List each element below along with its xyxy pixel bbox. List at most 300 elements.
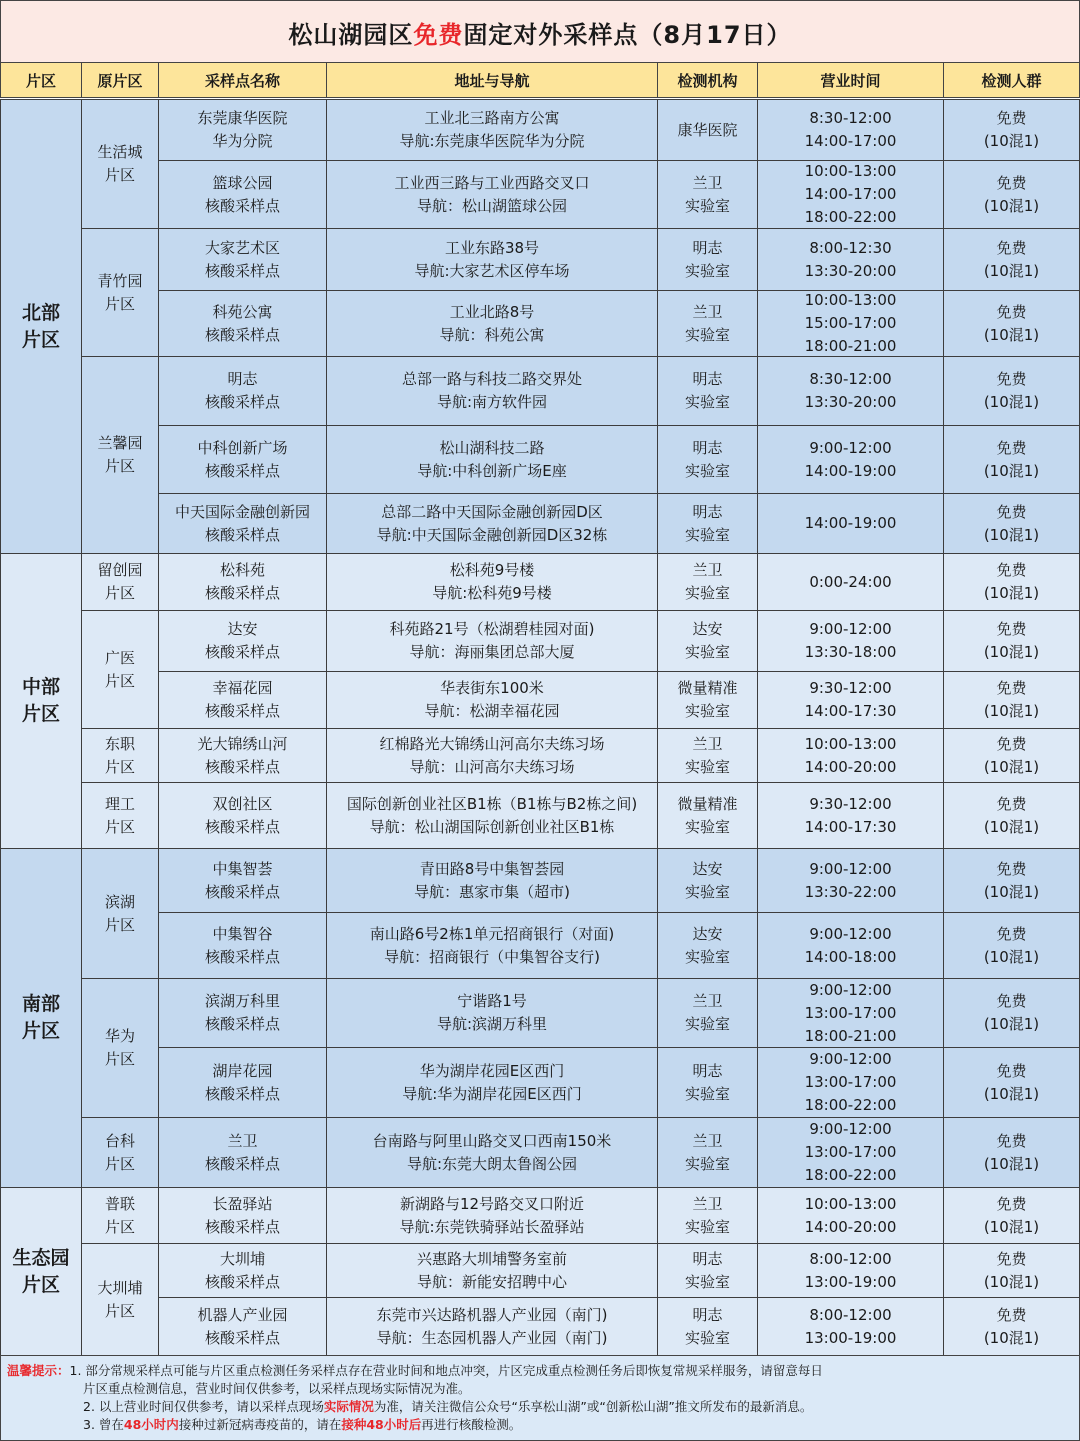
site-name-cell-line: 核酸采样点 (204, 947, 280, 966)
site-name-cell-line: 大圳埔 (219, 1249, 265, 1268)
hours-cell-line: 18:00-21:00 (804, 1026, 897, 1045)
address-cell-line: 导航:中天国际金融创新园D区32栋 (376, 525, 608, 544)
sub-region-cell-line: 广医 (104, 648, 135, 667)
crowd-cell (943, 160, 1080, 229)
crowd-cell (943, 1117, 1080, 1188)
hours-cell-line: 14:00-17:00 (804, 185, 897, 203)
notice-line-3-highlight-1: 48小时内 (123, 1417, 179, 1432)
site-name-cell (158, 610, 327, 672)
address-cell-line: 东莞市兴达路机器人产业园（南门) (376, 1305, 608, 1324)
org-cell-line: 实验室 (684, 261, 730, 280)
site-name-cell-line: 机器人产业园 (197, 1305, 288, 1324)
hours-cell (757, 671, 944, 729)
org-cell-line: 微量精准 (677, 794, 738, 813)
crowd-cell-line: (10混1) (983, 1015, 1040, 1033)
hours-cell-line: 8:30-12:00 (809, 109, 892, 127)
crowd-cell (943, 553, 1080, 611)
hours-cell (757, 1243, 944, 1298)
crowd-cell-line: (10混1) (983, 947, 1040, 966)
sub-region-cell-line: 大圳埔 (97, 1278, 143, 1297)
notice-line-3b: 接种过新冠病毒疫苗的，请在 (178, 1417, 342, 1432)
org-cell-line: 达安 (692, 859, 723, 878)
notice-line-2b: 为准，请关注微信公众号“乐享松山湖”或“创新松山湖”推文所发布的最新消息。 (373, 1399, 813, 1414)
site-name-cell-line: 科苑公寓 (212, 302, 273, 321)
site-name-cell-line: 核酸采样点 (204, 1272, 280, 1291)
crowd-cell-line: (10混1) (983, 757, 1040, 776)
hours-cell-line: 13:30-20:00 (804, 261, 897, 280)
sub-region-cell (81, 99, 159, 229)
site-name-cell-line: 中科创新广场 (197, 438, 288, 457)
site-name-cell (158, 1187, 327, 1244)
address-cell-line: 导航：招商银行（中集智谷支行) (384, 947, 600, 966)
crowd-cell-line: (10混1) (983, 1328, 1040, 1347)
site-name-cell-line: 长盈驿站 (212, 1194, 273, 1213)
org-cell-line: 实验室 (684, 1328, 730, 1347)
org-cell-line: 微量精准 (677, 679, 738, 697)
sub-region-cell-line: 华为 (104, 1027, 135, 1045)
org-cell-line: 兰卫 (692, 1131, 723, 1150)
hours-cell-line: 9:30-12:00 (809, 679, 892, 697)
sub-region-cell-line: 片区 (104, 757, 135, 776)
crowd-cell-line: 免费 (996, 734, 1027, 753)
site-name-cell (158, 728, 327, 783)
crowd-cell-line: (10混1) (983, 525, 1040, 544)
address-cell-line: 华为湖岸花园E区西门 (419, 1061, 565, 1080)
org-cell (657, 493, 758, 554)
sub-region-cell (81, 610, 159, 729)
org-cell (657, 1187, 758, 1244)
site-name-cell-line: 松科苑 (219, 561, 265, 579)
sub-region-cell-line: 片区 (104, 1050, 135, 1068)
sub-region-cell-line: 片区 (104, 166, 135, 184)
site-name-cell (158, 160, 327, 229)
region-cell-line: 南部 (21, 993, 60, 1015)
header-crowd: 检测人群 (943, 62, 1080, 98)
crowd-cell (943, 912, 1080, 979)
sub-region-cell-line: 滨湖 (104, 892, 135, 911)
crowd-cell-line: (10混1) (983, 1154, 1040, 1173)
hours-cell-line: 14:00-18:00 (804, 947, 897, 966)
site-name-cell-line: 双创社区 (212, 794, 273, 813)
address-cell-line: 工业北路8号 (449, 302, 535, 321)
site-name-cell-line: 核酸采样点 (204, 1154, 280, 1173)
hours-cell (757, 782, 944, 849)
sub-region-cell-line: 台科 (104, 1131, 135, 1150)
hours-cell-line: 10:00-13:00 (804, 291, 897, 309)
org-cell-line: 实验室 (684, 1015, 730, 1033)
address-cell-line: 松山湖科技二路 (439, 438, 545, 457)
org-cell (657, 1297, 758, 1356)
hours-cell-line: 14:00-19:00 (804, 461, 897, 480)
org-cell-line: 明志 (692, 1249, 723, 1268)
hours-cell-line: 18:00-21:00 (804, 337, 897, 355)
hours-cell-line: 8:00-12:30 (809, 238, 892, 257)
hours-cell (757, 160, 944, 229)
org-cell-line: 康华医院 (677, 120, 738, 139)
org-cell-line: 达安 (692, 924, 723, 943)
site-name-cell-line: 大家艺术区 (204, 238, 280, 257)
crowd-cell-line: (10混1) (983, 461, 1040, 480)
address-cell-line: 导航：山河高尔夫练习场 (409, 757, 575, 776)
org-cell-line: 达安 (692, 620, 723, 638)
address-cell-line: 工业东路38号 (444, 238, 540, 257)
site-name-cell-line: 核酸采样点 (204, 461, 280, 480)
crowd-cell-line: (10混1) (983, 643, 1040, 661)
address-cell-line: 青田路8号中集智荟园 (419, 859, 565, 878)
address-cell-line: 国际创新创业社区B1栋（B1栋与B2栋之间) (346, 794, 638, 813)
hours-cell-line: 9:00-12:00 (809, 980, 892, 999)
crowd-cell (943, 1297, 1080, 1356)
address-cell-line: 导航：惠家市集（超市) (414, 882, 570, 901)
notice-line-3c: 再进行核酸检测。 (421, 1417, 522, 1432)
org-cell-line: 兰卫 (692, 992, 723, 1010)
sub-region-cell-line: 兰馨园 (97, 434, 143, 452)
address-cell-line: 导航:东莞铁骑驿站长盈驿站 (399, 1217, 585, 1236)
crowd-cell-line: (10混1) (983, 325, 1040, 344)
site-name-cell-line: 东莞康华医院 (197, 109, 288, 127)
hours-cell-line: 14:00-17:30 (804, 817, 897, 836)
address-cell-line: 新湖路与12号路交叉口附近 (399, 1194, 585, 1213)
notice-label: 温馨提示： (7, 1363, 70, 1378)
org-cell-line: 兰卫 (692, 1194, 723, 1213)
address-cell-line: 台南路与阿里山路交叉口西南150米 (372, 1131, 612, 1150)
address-cell-line: 导航：科苑公寓 (439, 325, 545, 344)
address-cell (326, 671, 658, 729)
crowd-cell-line: 免费 (996, 924, 1027, 943)
org-cell-line: 实验室 (684, 325, 730, 344)
crowd-cell (943, 290, 1080, 357)
address-cell-line: 总部二路中天国际金融创新园D区 (381, 502, 603, 521)
address-cell-line: 南山路6号2栋1单元招商银行（对面) (369, 924, 615, 943)
sub-region-cell (81, 1117, 159, 1188)
crowd-cell-line: 免费 (996, 1249, 1027, 1268)
address-cell (326, 493, 658, 554)
address-cell-line: 宁谐路1号 (457, 992, 527, 1010)
site-name-cell (158, 1297, 327, 1356)
hours-cell (757, 1187, 944, 1244)
hours-cell-line: 18:00-22:00 (804, 1096, 897, 1114)
crowd-cell-line: 免费 (996, 561, 1027, 579)
site-name-cell (158, 493, 327, 554)
address-cell (326, 848, 658, 913)
address-cell-line: 兴惠路大圳埔警务室前 (416, 1249, 567, 1268)
address-cell-line: 导航:东莞大朗太鲁阁公园 (406, 1154, 578, 1173)
site-name-cell-line: 核酸采样点 (204, 525, 280, 544)
hours-cell-line: 14:00-19:00 (804, 514, 897, 532)
crowd-cell-line: 免费 (996, 679, 1027, 697)
address-cell-line: 导航：新能安招聘中心 (416, 1272, 567, 1291)
crowd-cell-line: (10混1) (983, 1084, 1040, 1103)
org-cell-line: 实验室 (684, 947, 730, 966)
org-cell-line: 明志 (692, 370, 723, 388)
sub-region-cell (81, 978, 159, 1118)
hours-cell (757, 356, 944, 426)
crowd-cell-line: 免费 (996, 302, 1027, 321)
org-cell-line: 明志 (692, 238, 723, 257)
notice-line-3a: 3. 曾在 (83, 1417, 124, 1432)
hours-cell-line: 10:00-13:00 (804, 1194, 897, 1213)
site-name-cell-line: 篮球公园 (212, 173, 273, 192)
notice-line-3-highlight-2: 接种48小时后 (341, 1417, 422, 1432)
hours-cell-line: 14:00-17:00 (804, 132, 897, 150)
hours-cell-line: 9:00-12:00 (809, 859, 892, 878)
sub-region-cell (81, 782, 159, 849)
crowd-cell-line: (10混1) (983, 817, 1040, 836)
crowd-cell-line: 免费 (996, 794, 1027, 813)
org-cell-line: 明志 (692, 438, 723, 457)
site-name-cell (158, 848, 327, 913)
crowd-cell (943, 356, 1080, 426)
region-cell-line: 生态园 (12, 1246, 70, 1269)
address-cell-line: 导航：松湖幸福花园 (424, 702, 560, 720)
org-cell (657, 356, 758, 426)
site-name-cell (158, 99, 327, 161)
hours-cell-line: 18:00-22:00 (804, 1166, 897, 1184)
crowd-cell-line: 免费 (996, 238, 1027, 257)
crowd-cell-line: (10混1) (983, 196, 1040, 215)
sub-region-cell-line: 片区 (104, 1217, 135, 1236)
crowd-cell-line: 免费 (996, 438, 1027, 457)
hours-cell-line: 13:00-19:00 (804, 1328, 897, 1347)
site-name-cell-line: 核酸采样点 (204, 1328, 280, 1347)
crowd-cell (943, 99, 1080, 161)
org-cell-line: 明志 (692, 502, 723, 521)
address-cell-line: 总部一路与科技二路交界处 (401, 370, 582, 388)
crowd-cell-line: 免费 (996, 1131, 1027, 1150)
hours-cell-line: 10:00-13:00 (804, 734, 897, 753)
site-name-cell-line: 核酸采样点 (204, 584, 280, 602)
site-name-cell (158, 1117, 327, 1188)
crowd-cell (943, 671, 1080, 729)
address-cell (326, 782, 658, 849)
address-cell (326, 1047, 658, 1118)
region-cell-line: 片区 (21, 703, 60, 725)
org-cell (657, 99, 758, 161)
org-cell (657, 553, 758, 611)
hours-cell-line: 8:00-12:00 (809, 1305, 892, 1324)
crowd-cell (943, 728, 1080, 783)
site-name-cell-line: 核酸采样点 (204, 643, 280, 661)
site-name-cell-line: 中集智谷 (212, 924, 273, 943)
org-cell (657, 728, 758, 783)
address-cell (326, 1243, 658, 1298)
address-cell-line: 导航:华为湖岸花园E区西门 (402, 1084, 582, 1103)
crowd-cell-line: 免费 (996, 370, 1027, 388)
site-name-cell (158, 425, 327, 494)
org-cell-line: 兰卫 (692, 561, 723, 579)
sub-region-cell (81, 228, 159, 357)
org-cell-line: 明志 (692, 1061, 723, 1080)
hours-cell-line: 9:00-12:00 (809, 924, 892, 943)
sub-region-cell-line: 片区 (104, 915, 135, 934)
crowd-cell-line: 免费 (996, 620, 1027, 638)
title-free-highlight: 免费 (413, 20, 464, 49)
sub-region-cell-line: 理工 (104, 794, 135, 813)
org-cell (657, 160, 758, 229)
org-cell-line: 实验室 (684, 393, 730, 411)
org-cell-line: 实验室 (684, 757, 730, 776)
hours-cell (757, 728, 944, 783)
hours-cell-line: 13:00-17:00 (804, 1143, 897, 1161)
hours-cell (757, 978, 944, 1048)
crowd-cell-line: (10混1) (983, 1217, 1040, 1236)
hours-cell-line: 10:00-13:00 (804, 162, 897, 180)
org-cell-line: 实验室 (684, 525, 730, 544)
crowd-cell (943, 848, 1080, 913)
address-cell-line: 导航：松山湖国际创新创业社区B1栋 (369, 817, 615, 836)
region-cell-line: 片区 (21, 1020, 60, 1042)
site-name-cell (158, 290, 327, 357)
site-name-cell-line: 核酸采样点 (204, 393, 280, 411)
sub-region-cell-line: 片区 (104, 584, 135, 602)
crowd-cell (943, 782, 1080, 849)
crowd-cell-line: 免费 (996, 859, 1027, 878)
site-name-cell (158, 1047, 327, 1118)
sub-region-cell-line: 片区 (104, 817, 135, 836)
hours-cell-line: 15:00-17:00 (804, 314, 897, 332)
region-cell (0, 848, 82, 1188)
org-cell-line: 实验室 (684, 882, 730, 901)
hours-cell-line: 9:30-12:00 (809, 794, 892, 813)
org-cell (657, 1243, 758, 1298)
hours-cell-line: 9:00-12:00 (809, 1050, 892, 1068)
sub-region-cell-line: 留创园 (97, 561, 143, 579)
region-cell-line: 片区 (21, 1273, 60, 1296)
site-name-cell-line: 核酸采样点 (204, 1015, 280, 1033)
address-cell-line: 导航:大家艺术区停车场 (414, 261, 570, 280)
header-org: 检测机构 (657, 62, 758, 98)
site-name-cell (158, 978, 327, 1048)
hours-cell (757, 1297, 944, 1356)
crowd-cell (943, 493, 1080, 554)
crowd-cell-line: (10混1) (983, 261, 1040, 280)
sub-region-cell (81, 553, 159, 611)
crowd-cell-line: (10混1) (983, 1272, 1040, 1291)
address-cell (326, 228, 658, 291)
crowd-cell (943, 1187, 1080, 1244)
site-name-cell-line: 核酸采样点 (204, 1217, 280, 1236)
address-cell-line: 导航：松山湖篮球公园 (416, 196, 567, 215)
crowd-cell-line: (10混1) (983, 584, 1040, 602)
site-name-cell-line: 达安 (227, 620, 258, 638)
address-cell-line: 导航:中科创新广场E座 (417, 461, 567, 480)
site-name-cell-line: 核酸采样点 (204, 325, 280, 344)
sub-region-cell (81, 1187, 159, 1244)
crowd-cell-line: (10混1) (983, 393, 1040, 411)
crowd-cell-line: 免费 (996, 173, 1027, 192)
sub-region-cell-line: 片区 (104, 457, 135, 475)
address-cell-line: 导航:东莞康华医院华为分院 (399, 132, 585, 150)
site-name-cell (158, 671, 327, 729)
hours-cell (757, 493, 944, 554)
address-cell (326, 99, 658, 161)
crowd-cell-line: 免费 (996, 992, 1027, 1010)
org-cell (657, 228, 758, 291)
org-cell-line: 实验室 (684, 196, 730, 215)
org-cell (657, 610, 758, 672)
hours-cell (757, 99, 944, 161)
site-name-cell-line: 核酸采样点 (204, 1084, 280, 1103)
crowd-cell-line: 免费 (996, 1305, 1027, 1324)
hours-cell-line: 13:00-17:00 (804, 1003, 897, 1022)
org-cell-line: 实验室 (684, 1217, 730, 1236)
crowd-cell-line: 免费 (996, 1061, 1027, 1080)
site-name-cell-line: 华为分院 (212, 132, 273, 150)
hours-cell-line: 9:00-12:00 (809, 620, 892, 638)
org-cell-line: 实验室 (684, 1154, 730, 1173)
org-cell-line: 实验室 (684, 584, 730, 602)
hours-cell (757, 1047, 944, 1118)
org-cell-line: 兰卫 (692, 734, 723, 753)
address-cell-line: 红棉路光大锦绣山河高尔夫练习场 (379, 734, 605, 753)
address-cell-line: 华表街东100米 (440, 679, 544, 697)
address-cell-line: 导航：海丽集团总部大厦 (409, 643, 575, 661)
address-cell (326, 1117, 658, 1188)
sub-region-cell-line: 片区 (104, 1301, 135, 1320)
notice-line-2a: 2. 以上营业时间仅供参考，请以采样点现场 (83, 1399, 324, 1414)
hours-cell (757, 228, 944, 291)
org-cell (657, 425, 758, 494)
address-cell-line: 工业北三路南方公寓 (424, 109, 560, 127)
org-cell-line: 实验室 (684, 643, 730, 661)
hours-cell-line: 13:30-18:00 (804, 643, 897, 661)
site-name-cell-line: 湖岸花园 (212, 1061, 273, 1080)
address-cell (326, 356, 658, 426)
org-cell (657, 782, 758, 849)
address-cell (326, 290, 658, 357)
hours-cell-line: 8:30-12:00 (809, 370, 892, 388)
org-cell (657, 912, 758, 979)
address-cell (326, 728, 658, 783)
region-cell (0, 1187, 82, 1356)
header-address: 地址与导航 (326, 62, 658, 98)
address-cell (326, 553, 658, 611)
sub-region-cell-line: 片区 (104, 1154, 135, 1173)
address-cell (326, 425, 658, 494)
site-name-cell (158, 356, 327, 426)
sub-region-cell-line: 普联 (104, 1194, 135, 1213)
crowd-cell-line: 免费 (996, 1194, 1027, 1213)
title-prefix: 松山湖园区 (288, 20, 414, 49)
title-suffix: 固定对外采样点（8月17日） (463, 20, 792, 49)
region-cell-line: 中部 (21, 676, 60, 698)
header-original-region: 原片区 (81, 62, 159, 98)
address-cell-line: 松科苑9号楼 (449, 561, 535, 579)
crowd-cell-line: (10混1) (983, 882, 1040, 901)
org-cell-line: 实验室 (684, 1272, 730, 1291)
sub-region-cell (81, 356, 159, 554)
crowd-cell (943, 1047, 1080, 1118)
sub-region-cell-line: 东职 (104, 734, 135, 753)
address-cell-line: 导航:滨湖万科里 (436, 1015, 548, 1033)
org-cell-line: 明志 (692, 1305, 723, 1324)
site-name-cell-line: 滨湖万科里 (204, 992, 280, 1010)
site-name-cell-line: 核酸采样点 (204, 882, 280, 901)
address-cell (326, 610, 658, 672)
sub-region-cell-line: 青竹园 (97, 271, 143, 290)
address-cell-line: 导航：生态园机器人产业园（南门) (376, 1328, 608, 1347)
crowd-cell (943, 425, 1080, 494)
crowd-cell (943, 1243, 1080, 1298)
sub-region-cell-line: 生活城 (97, 143, 143, 161)
address-cell-line: 科苑路21号（松湖碧桂园对面) (389, 620, 595, 638)
site-name-cell (158, 1243, 327, 1298)
org-cell (657, 290, 758, 357)
footer-notice (0, 1355, 1080, 1441)
org-cell-line: 实验室 (684, 817, 730, 836)
sub-region-cell (81, 848, 159, 979)
sub-region-cell (81, 1243, 159, 1356)
